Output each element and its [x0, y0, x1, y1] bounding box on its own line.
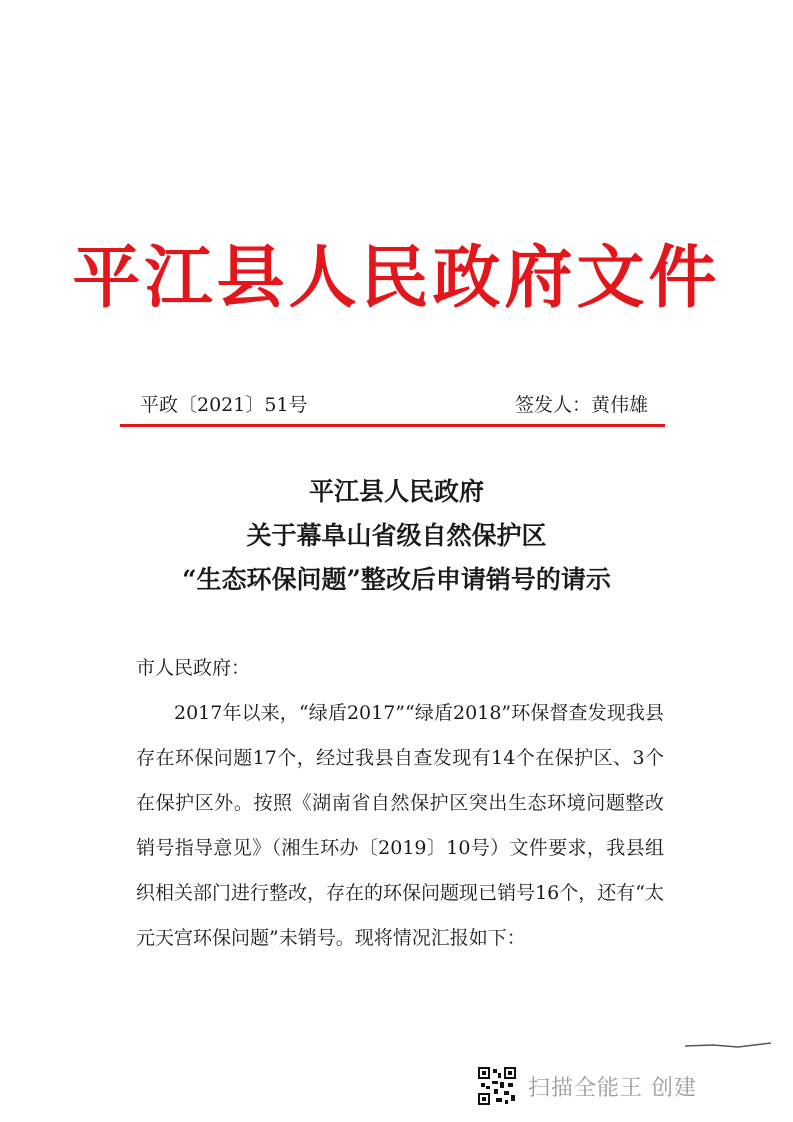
- document-signer: 签发人：黄伟雄: [514, 394, 648, 416]
- scanner-watermark: [478, 1066, 697, 1106]
- body-paragraph: 2017年以来，“绿盾2017”“绿盾2018”环保督查发现我县存在环保问题17个，经过我县自查发现有14个在保护区、3个在保护区外。按照《湖南省自然保护区突出生态环境问题整改销号指导意见》（湘生环办〔2019〕10号）文件要求，我县组织相关部门进行整改，存在的环保问题现已销号16个，还有“太元天宫环保问题”未销号。现将情况汇报如下：: [136, 702, 664, 949]
- red-divider-line: [120, 424, 665, 427]
- document-number: 平政〔2021〕51号: [140, 394, 308, 416]
- salutation: 市人民政府：: [136, 657, 251, 679]
- document-masthead: 平江县人民政府文件: [72, 238, 721, 318]
- document-body: [136, 646, 664, 961]
- title-line-2: 关于幕阜山省级自然保护区: [246, 521, 547, 550]
- watermark-text: 扫描全能王 创建: [528, 1075, 697, 1101]
- scan-edge-mark: [683, 1040, 773, 1050]
- title-line-1: 平江县人民政府: [308, 477, 484, 506]
- document-title: [0, 470, 793, 602]
- qr-code-icon: [478, 1067, 516, 1105]
- title-line-3: “生态环保问题”整改后申请销号的请示: [182, 565, 611, 594]
